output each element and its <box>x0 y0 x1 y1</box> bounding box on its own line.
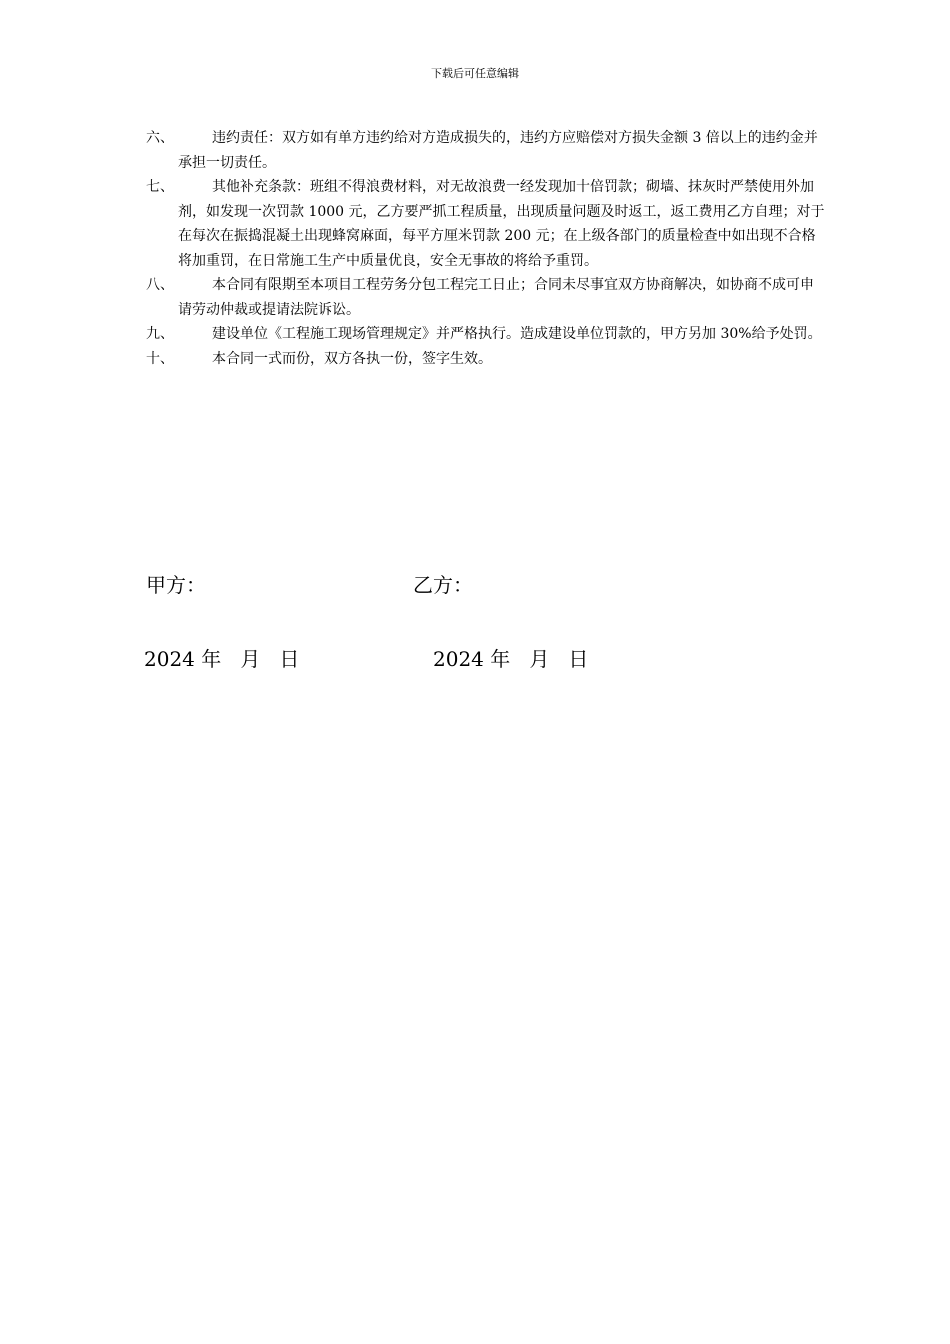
clause-number: 十、 <box>146 350 174 367</box>
clause-8 <box>146 273 826 322</box>
clause-6 <box>146 126 826 175</box>
clause-number: 九、 <box>146 326 174 342</box>
clause-number: 六、 <box>146 130 174 146</box>
party-a-label: 甲方： <box>146 573 206 597</box>
clause-9 <box>146 322 826 347</box>
page-header: 下载后可任意编辑 <box>431 67 519 80</box>
clause-10 <box>146 347 826 372</box>
party-a-date: 2024 年 月 日 <box>144 647 300 671</box>
clause-number: 七、 <box>146 179 174 195</box>
party-b-label: 乙方： <box>413 573 473 597</box>
clause-7 <box>146 175 826 273</box>
clause-text: 其他补充条款：班组不得浪费材料，对无故浪费一经发现加十倍罚款；砌墙、抹灰时严禁使用外加剂，如发现一次罚款 1000 元，乙方要严抓工程质量，出现质量问题及时返工，返工费用乙方自理；对于在每次在振捣混凝土出现蜂窝麻面，每平方厘米罚款 200 元；在上级各部门的质量检查中如出现不合格将加重罚，在日常施工生产中质量优良，安全无事故的将给予重罚。 <box>178 179 825 269</box>
clause-text: 建设单位《工程施工现场管理规定》并严格执行。造成建设单位罚款的，甲方另加 30%给予处罚。 <box>212 326 822 342</box>
signature-dates <box>146 645 746 673</box>
signature-labels <box>146 571 746 599</box>
party-b-date: 2024 年 月 日 <box>433 647 589 671</box>
clause-text: 本合同有限期至本项目工程劳务分包工程完工日止；合同未尽事宜双方协商解决，如协商不成可申请劳动仲裁或提请法院诉讼。 <box>178 277 814 318</box>
contract-clauses <box>146 126 826 371</box>
clause-text: 违约责任：双方如有单方违约给对方造成损失的，违约方应赔偿对方损失金额 3 倍以上的违约金并承担一切责任。 <box>178 130 818 171</box>
clause-number: 八、 <box>146 277 174 293</box>
clause-text: 本合同一式而份，双方各执一份，签字生效。 <box>212 350 492 367</box>
